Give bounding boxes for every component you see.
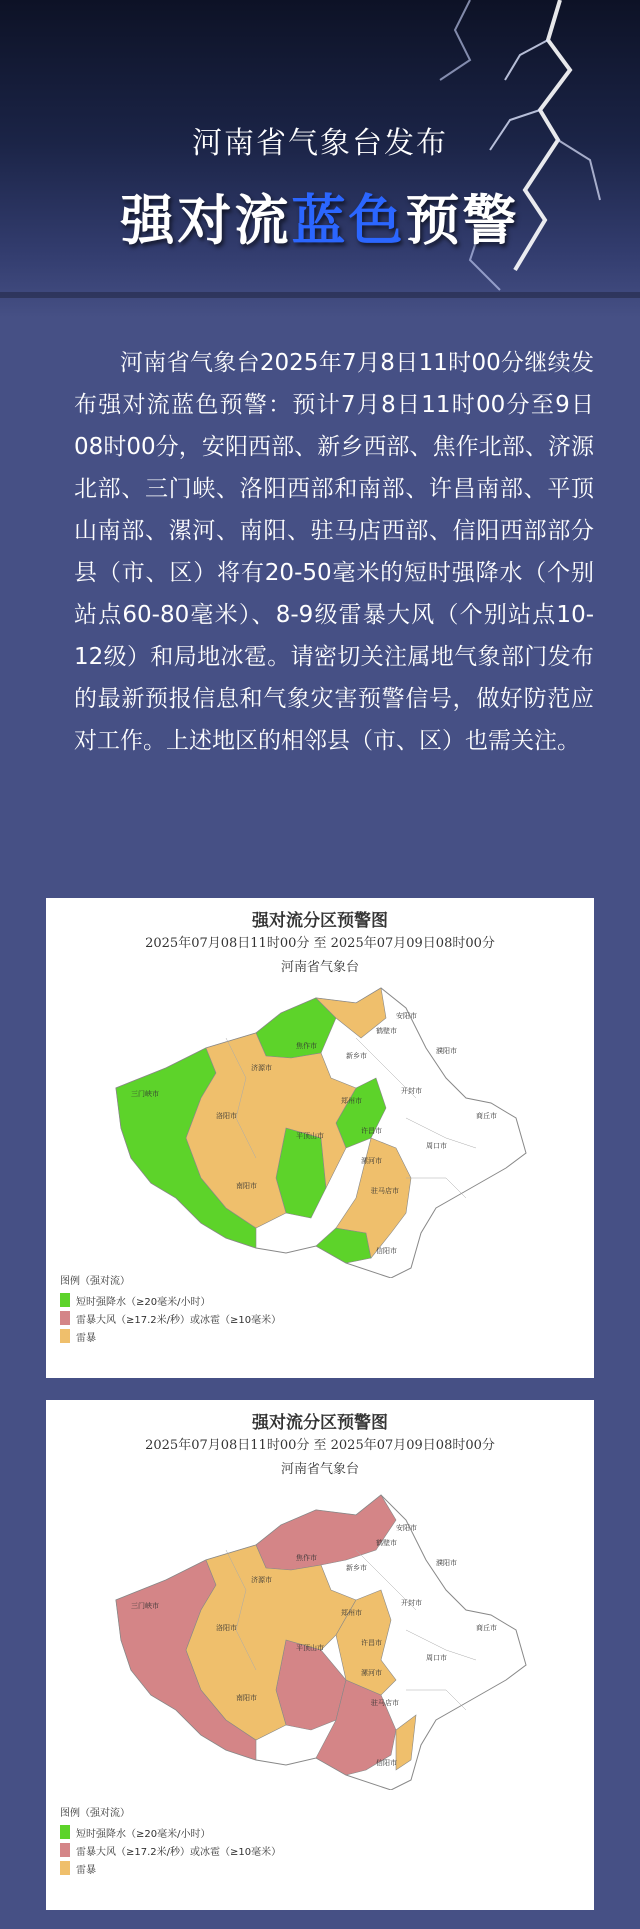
svg-text:焦作市: 焦作市 — [296, 1554, 317, 1562]
subtitle: 河南省气象台发布 — [192, 126, 448, 161]
svg-text:安阳市: 安阳市 — [396, 1524, 417, 1532]
svg-text:开封市: 开封市 — [401, 1599, 422, 1607]
title-highlight: 蓝色 — [291, 189, 406, 252]
svg-text:新乡市: 新乡市 — [346, 1052, 367, 1060]
legend-item: 雷暴大风（≥17.2米/秒）或冰雹（≥10毫米） — [60, 1841, 281, 1859]
legend-title: 图例（强对流） — [60, 1276, 130, 1287]
map-legend — [60, 1272, 281, 1345]
svg-text:平顶山市: 平顶山市 — [296, 1644, 324, 1652]
legend-item: 短时强降水（≥20毫米/小时） — [60, 1291, 281, 1309]
svg-text:南阳市: 南阳市 — [236, 1182, 257, 1190]
legend-item: 雷暴 — [60, 1859, 281, 1877]
title-part1: 强对流 — [120, 189, 292, 252]
svg-text:信阳市: 信阳市 — [376, 1247, 397, 1255]
svg-text:许昌市: 许昌市 — [361, 1639, 382, 1647]
svg-text:焦作市: 焦作市 — [296, 1042, 317, 1050]
svg-text:驻马店市: 驻马店市 — [371, 1699, 399, 1707]
map-issuer: 河南省气象台 — [280, 960, 359, 975]
warning-body-text: 河南省气象台2025年7月8日11时00分继续发布强对流蓝色预警：预计7月8日11时00分至9日08时00分，安阳西部、新乡西部、焦作北部、济源北部、三门峡、洛阳西部和南部、许昌南部、平顶山南部、漯河、南阳、驻马店西部、信阳西部部分县（市、区）将有20-50毫米的短时强降水（个别站点60-80毫米）、8-9级雷暴大风（个别站点10-12级）和局地冰雹。请密切关注属地气象部门发布的最新预报信息和气象灾害预警信号，做好防范应对工作。上述地区的相邻县（市、区）也需关注。 — [74, 350, 594, 754]
svg-text:濮阳市: 濮阳市 — [436, 1047, 457, 1055]
svg-text:驻马店市: 驻马店市 — [371, 1187, 399, 1195]
svg-text:鹤壁市: 鹤壁市 — [376, 1539, 397, 1547]
svg-text:济源市: 济源市 — [251, 1064, 272, 1072]
svg-text:洛阳市: 洛阳市 — [216, 1112, 237, 1120]
svg-text:商丘市: 商丘市 — [476, 1624, 497, 1632]
map-title: 强对流分区预警图 — [252, 911, 388, 931]
svg-text:濮阳市: 濮阳市 — [436, 1559, 457, 1567]
henan-map — [106, 1480, 546, 1790]
svg-text:三门峡市: 三门峡市 — [131, 1090, 159, 1098]
map-time: 2025年07月08日11时00分 至 2025年07月09日08时00分 — [145, 936, 495, 951]
map-legend — [60, 1804, 281, 1877]
svg-text:洛阳市: 洛阳市 — [216, 1624, 237, 1632]
map-time: 2025年07月08日11时00分 至 2025年07月09日08时00分 — [145, 1438, 495, 1453]
svg-text:周口市: 周口市 — [426, 1654, 447, 1662]
map-title: 强对流分区预警图 — [252, 1413, 388, 1433]
map-issuer: 河南省气象台 — [280, 1462, 359, 1477]
title-part2: 预警 — [405, 189, 520, 252]
svg-text:三门峡市: 三门峡市 — [131, 1602, 159, 1610]
svg-text:商丘市: 商丘市 — [476, 1112, 497, 1120]
svg-text:漯河市: 漯河市 — [361, 1157, 382, 1165]
svg-text:鹤壁市: 鹤壁市 — [376, 1027, 397, 1035]
legend-item: 雷暴 — [60, 1327, 281, 1345]
henan-map — [106, 978, 546, 1278]
header-banner — [0, 0, 640, 318]
svg-text:郑州市: 郑州市 — [341, 1609, 362, 1617]
svg-text:南阳市: 南阳市 — [236, 1694, 257, 1702]
legend-title: 图例（强对流） — [60, 1808, 130, 1819]
svg-text:平顶山市: 平顶山市 — [296, 1132, 324, 1140]
page-title — [0, 178, 640, 255]
svg-text:漯河市: 漯河市 — [361, 1669, 382, 1677]
svg-text:周口市: 周口市 — [426, 1142, 447, 1150]
svg-text:郑州市: 郑州市 — [341, 1097, 362, 1105]
svg-text:开封市: 开封市 — [401, 1087, 422, 1095]
svg-text:信阳市: 信阳市 — [376, 1759, 397, 1767]
map-card-2 — [46, 1400, 594, 1910]
map-card-1 — [46, 898, 594, 1378]
legend-item: 短时强降水（≥20毫米/小时） — [60, 1823, 281, 1841]
svg-text:新乡市: 新乡市 — [346, 1564, 367, 1572]
svg-text:济源市: 济源市 — [251, 1576, 272, 1584]
svg-text:安阳市: 安阳市 — [396, 1012, 417, 1020]
legend-item: 雷暴大风（≥17.2米/秒）或冰雹（≥10毫米） — [60, 1309, 281, 1327]
svg-text:许昌市: 许昌市 — [361, 1127, 382, 1135]
